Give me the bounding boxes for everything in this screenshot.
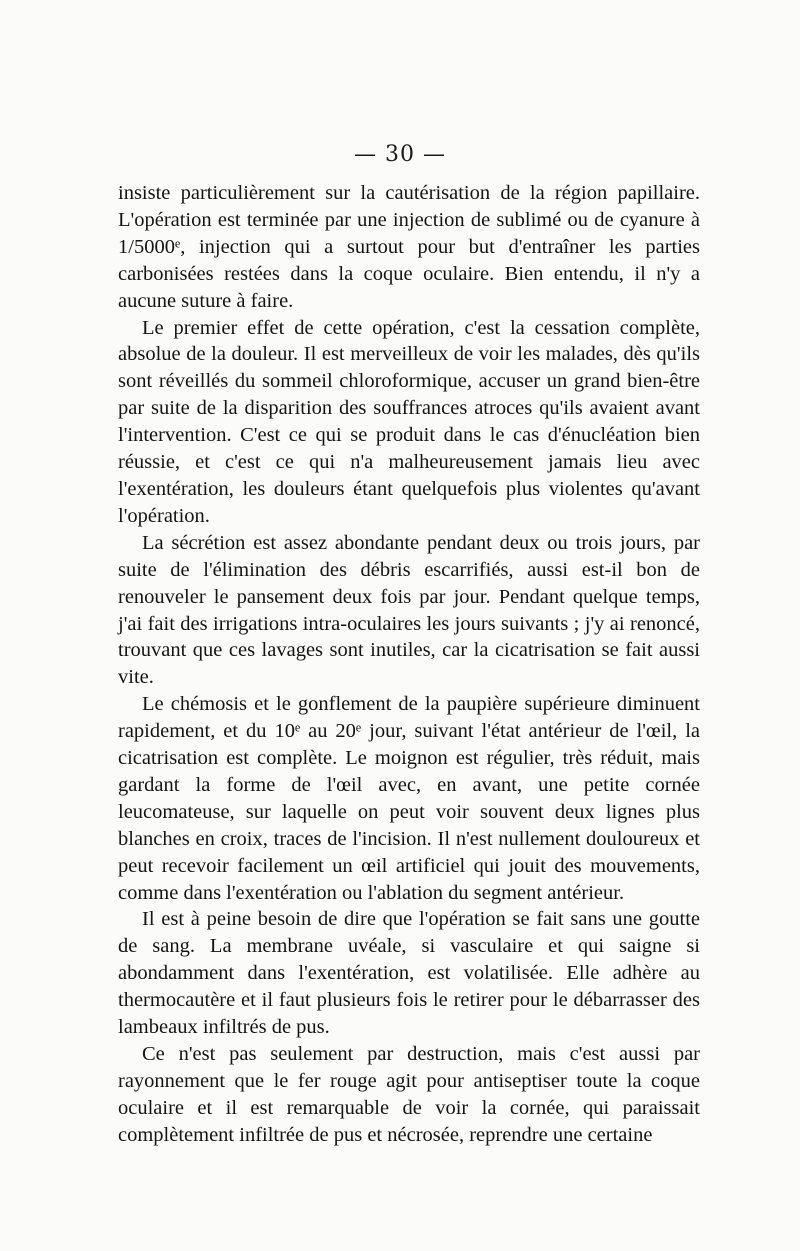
paragraph-5: Il est à peine besoin de dire que l'opération se fait sans une goutte de sang. La membrane uvéale, si vasculaire et qui saigne si abondamment dans l'exentération, est volatilisée. Elle adhère au thermocautère et il faut plusieurs fois le retirer pour le débarrasser des lambeaux infiltrés de pus. [118,908,700,1039]
paragraph-3: La sécrétion est assez abondante pendant deux ou trois jours, par suite de l'élimination des débris escarrifiés, aussi est-il bon de renouveler le pansement deux fois par jour. Pendant quelque temps, j'ai fait des irrigations intra-oculaires les jours suivants ; j'y ai renoncé, trouvant que ces lavages sont inutiles, car la cicatrisation se fait aussi vite. [118,531,700,689]
paragraph-1: insiste particulièrement sur la cautérisation de la région papillaire. L'opération est terminée par une injection de sublimé ou de cyanure à 1/5000ᵉ, injection qui a surtout pour but d'entraîner les parties carbonisées restées dans la coque oculaire. Bien entendu, il n'y a aucune suture à faire. [118,182,700,312]
paragraph-6: Ce n'est pas seulement par destruction, mais c'est aussi par rayonnement que le fer rouge agit pour antiseptiser toute la coque oculaire et il est remarquable de voir la cornée, qui paraissait complètement infiltrée de pus et nécrosée, reprendre une certaine [118,1043,700,1146]
body-text [118,180,700,1149]
page-number: — 30 — [354,142,446,167]
paragraph-2: Le premier effet de cette opération, c'est la cessation complète, absolue de la douleur. Il est merveilleux de voir les malades, dès qu'ils sont réveillés du sommeil chloroformique, accuser un grand bien-être par suite de la disparition des souffrances atroces qu'ils avaient avant l'intervention. C'est ce qui se produit dans le cas d'énucléation bien réussie, et c'est ce qui n'a malheureusement jamais lieu avec l'exentération, les douleurs étant quelquefois plus violentes qu'avant l'opération. [118,316,700,527]
paragraph-4: Le chémosis et le gonflement de la paupière supérieure diminuent rapidement, et du 10ᵉ au 20ᵉ jour, suivant l'état antérieur de l'œil, la cicatrisation est complète. Le moignon est régulier, très réduit, mais gardant la forme de l'œil avec, en avant, une petite cornée leucomateuse, sur laquelle on peut voir souvent deux lignes plus blanches en croix, traces de l'incision. Il n'est nullement douloureux et peut recevoir facilement un œil artificiel qui jouit des mouvements, comme dans l'exentération ou l'ablation du segment antérieur. [118,693,700,904]
